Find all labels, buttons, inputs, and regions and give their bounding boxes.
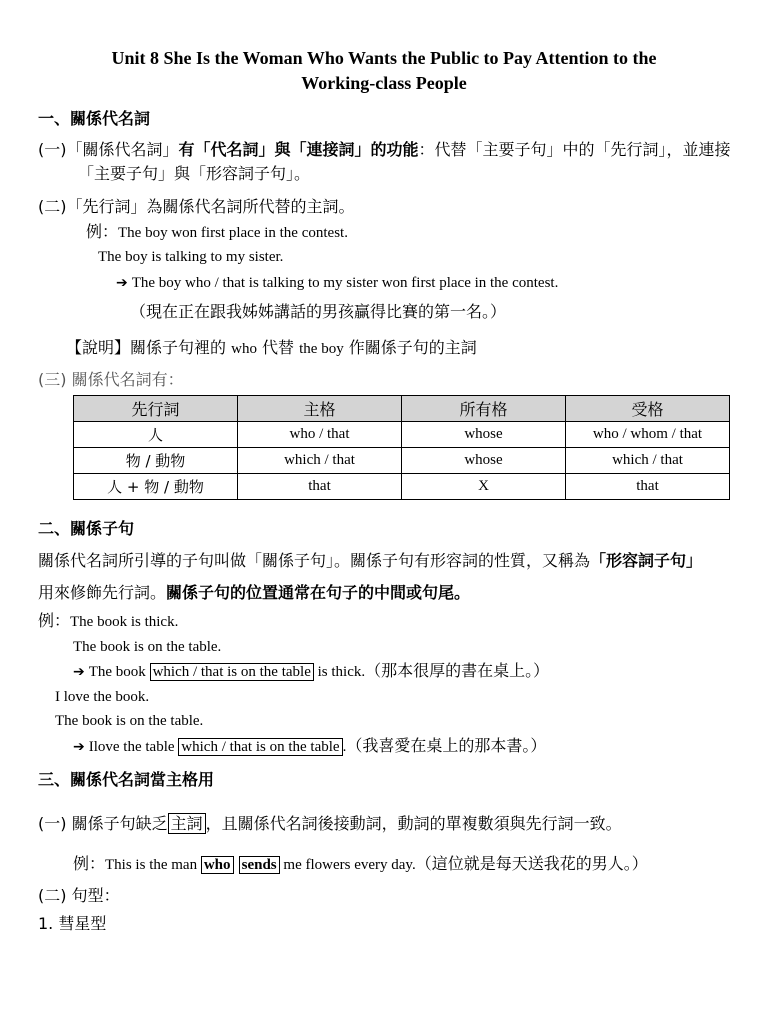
table-cell: 人 + 物 / 動物 [74, 474, 238, 500]
s1-example-1-text: The boy won first place in the contest. [118, 225, 348, 241]
s2-example-b1: I love the book. [55, 689, 150, 705]
s3-paragraph-2: (二) 句型： [38, 886, 120, 905]
s2-paragraph-2 [38, 582, 470, 604]
table-cell: which / that [566, 448, 730, 474]
s1-paragraph-3: (三) 關係代名詞有： [38, 370, 184, 389]
s2-p1-pre: 關係代名詞所引導的子句叫做「關係子句」。關係子句有形容詞的性質，又稱為 [38, 551, 591, 570]
arrow-icon: ➔ [116, 275, 128, 291]
s2-paragraph-1 [38, 550, 702, 572]
explain-the-boy: the boy [299, 341, 344, 357]
s1-p1-bold: 有「代名詞」與「連接詞」的功能 [178, 140, 419, 159]
table-cell: whose [402, 422, 566, 448]
explain-pre: 關係子句裡的 [130, 338, 232, 357]
s1-example-translation: （現在正在跟我姊姊講話的男孩贏得比賽的第一名。） [130, 302, 507, 321]
s2-a3-boxed-clause: which / that is on the table [150, 663, 314, 681]
s1-p1-pre: (一)「關係代名詞」 [38, 140, 179, 159]
s1-example-1 [86, 221, 348, 244]
explain-post: 作關係子句的主詞 [343, 338, 477, 357]
s1-example-3-text: The boy who / that is talking to my sister won first place in the contest. [131, 275, 559, 291]
s2-example-b3 [73, 735, 546, 758]
document-title [40, 46, 728, 96]
table-cell: who / that [238, 422, 402, 448]
s1-explanation [66, 337, 477, 360]
table-row [74, 422, 730, 448]
s2-example-a3 [73, 660, 549, 683]
s3-ex-sends-boxed: sends [239, 856, 280, 874]
arrow-icon: ➔ [73, 739, 85, 755]
s3-p1-boxed-subject: 主詞 [168, 813, 206, 834]
table-header: 主格 [238, 396, 402, 422]
s3-p1-pre: (一) 關係子句缺乏 [38, 814, 168, 833]
s2-example-a1 [38, 610, 178, 633]
table-header: 所有格 [402, 396, 566, 422]
s1-paragraph-2: (二)「先行詞」為關係代名詞所代替的主詞。 [38, 197, 355, 216]
arrow-icon: ➔ [73, 664, 85, 680]
title-line-1: Unit 8 She Is the Woman Who Wants the Public to Pay Attention to the [111, 48, 657, 68]
table-cell: whose [402, 448, 566, 474]
s3-example-label: 例： [73, 854, 106, 873]
s2-a1-text: The book is thick. [70, 614, 179, 630]
s3-ex-translation: （這位就是每天送我花的男人。） [415, 854, 648, 873]
s3-p1-post: ，且關係代名詞後接動詞，動詞的單複數須與先行詞一致。 [205, 814, 622, 833]
s2-p2-pre: 用來修飾先行詞。 [38, 583, 167, 602]
s1-paragraph-1 [38, 139, 731, 161]
table-cell: 物 / 動物 [74, 448, 238, 474]
s3-ex-post: me flowers every day. [279, 857, 416, 873]
explain-who: who [231, 341, 257, 357]
s1-example-2: The boy is talking to my sister. [98, 249, 284, 265]
table-cell: X [402, 474, 566, 500]
s3-example [73, 853, 648, 876]
s3-ex-who-boxed: who [201, 856, 234, 874]
s1-paragraph-1-cont: 「主要子句」與「形容詞子句」。 [78, 164, 311, 183]
table-cell: 人 [74, 422, 238, 448]
s2-b3-translation: （我喜愛在桌上的那本書。） [346, 736, 547, 755]
table-cell: which / that [238, 448, 402, 474]
table-row [74, 448, 730, 474]
s2-example-label: 例： [38, 611, 71, 630]
table-cell: that [238, 474, 402, 500]
table-row [74, 474, 730, 500]
table-header: 受格 [566, 396, 730, 422]
section-3-heading: 三、關係代名詞當主格用 [38, 770, 215, 789]
relative-pronoun-table [73, 395, 730, 500]
s2-b3-post: . [342, 739, 347, 755]
title-line-2: Working-class People [301, 73, 467, 93]
s2-b3-boxed-clause: which / that is on the table [178, 738, 342, 756]
table-cell: who / whom / that [566, 422, 730, 448]
table-header: 先行詞 [74, 396, 238, 422]
explain-mid: 代替 [256, 338, 300, 357]
s3-paragraph-1 [38, 813, 622, 835]
s2-example-a2: The book is on the table. [73, 639, 222, 655]
table-header-row [74, 396, 730, 422]
section-1-heading: 一、關係代名詞 [38, 109, 151, 128]
s2-a3-translation: （那本很厚的書在桌上。） [365, 661, 550, 680]
s3-list-item-1: 1. 彗星型 [38, 914, 107, 933]
s1-example-label: 例： [86, 222, 119, 241]
s3-ex-pre: This is the man [105, 857, 201, 873]
s2-p2-bold: 關係子句的位置通常在句子的中間或句尾。 [166, 583, 471, 602]
s2-a3-pre: The book [88, 664, 150, 680]
explain-label: 【說明】 [66, 338, 131, 357]
table-cell: that [566, 474, 730, 500]
s2-p1-bold: 「形容詞子句」 [590, 551, 703, 570]
s2-example-b2: The book is on the table. [55, 713, 204, 729]
section-2-heading: 二、關係子句 [38, 519, 135, 538]
s1-p1-post: ：代替「主要子句」中的「先行詞」，並連接 [418, 140, 731, 159]
s1-example-3 [116, 271, 558, 294]
s2-b3-pre: Ilove the table [88, 739, 179, 755]
s2-a3-post: is thick. [313, 664, 366, 680]
